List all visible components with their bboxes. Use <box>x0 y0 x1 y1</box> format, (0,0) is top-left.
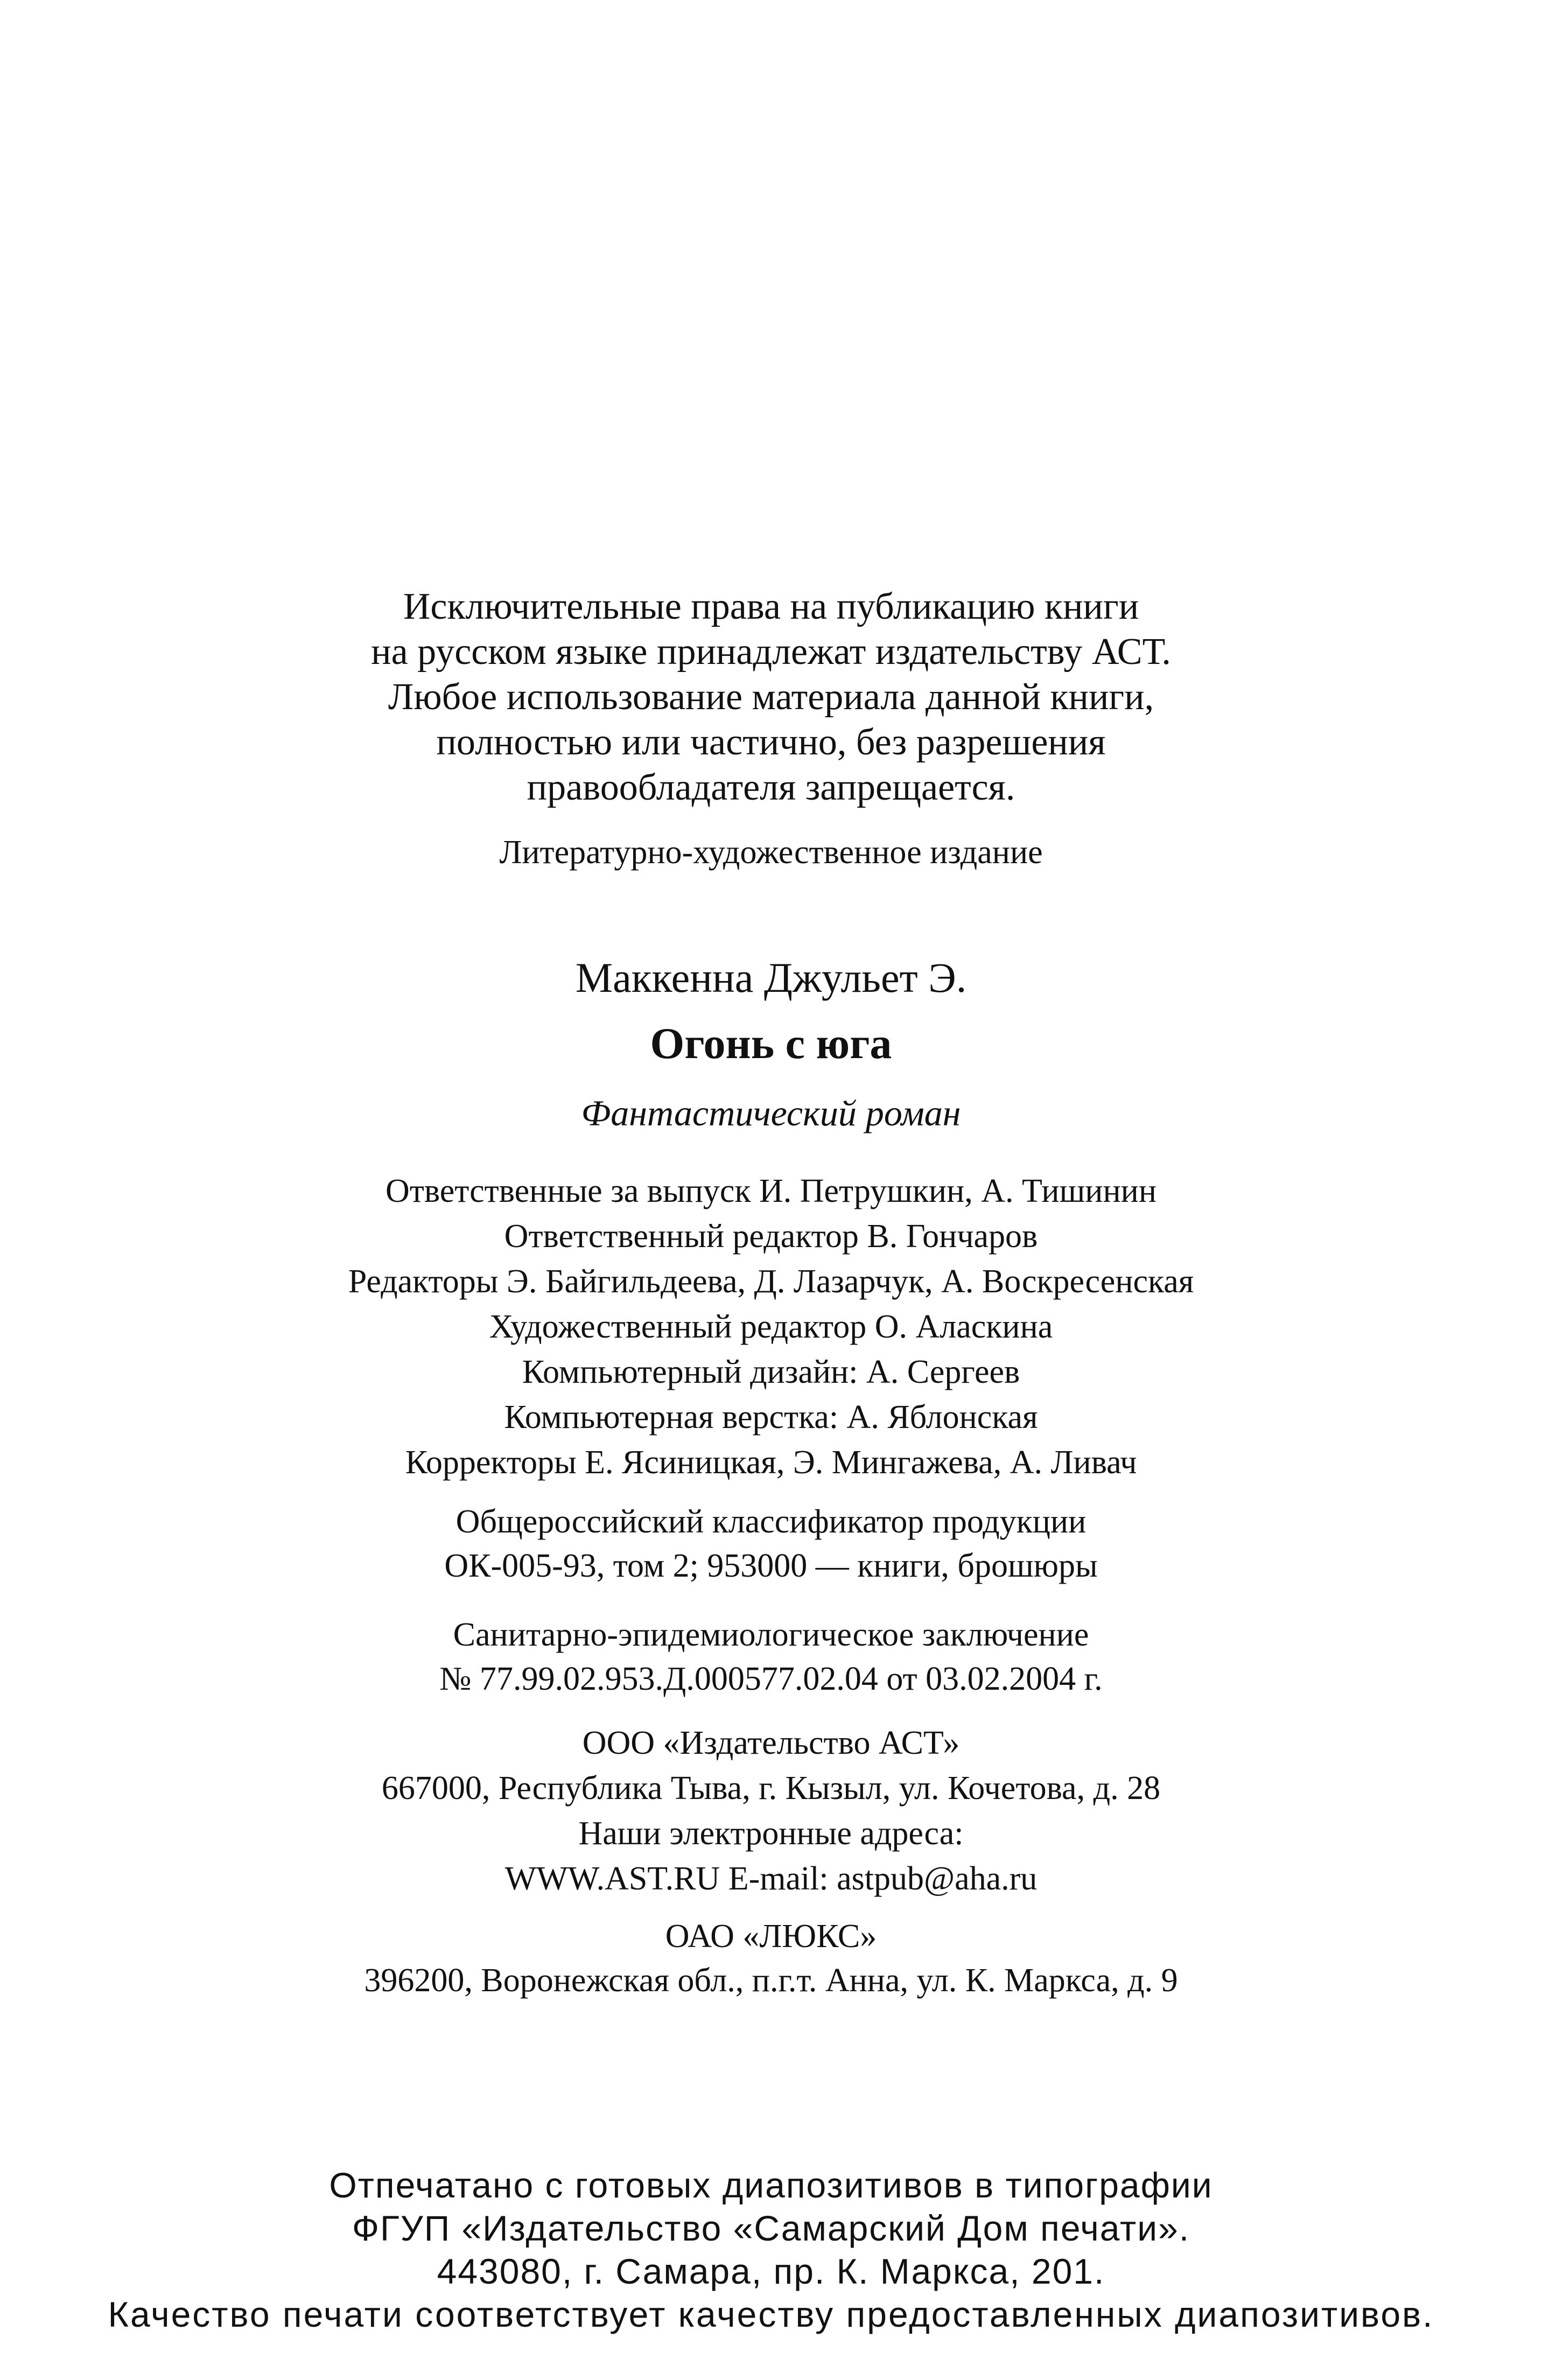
printing-note-line: Качество печати соответствует качеству предоставленных диапозитивов. <box>108 2294 1434 2334</box>
credits-line: Компьютерная верстка: А. Яблонская <box>504 1399 1038 1436</box>
book-author <box>0 952 1542 1004</box>
printing-note <box>0 2164 1542 2336</box>
credits-line: Корректоры Е. Ясиницкая, Э. Мингажева, А. Ливач <box>405 1444 1137 1481</box>
rights-notice-line: Исключительные права на публикацию книги <box>403 586 1139 627</box>
credits-line: Ответственные за выпуск И. Петрушкин, А. Тишинин <box>385 1173 1157 1209</box>
printing-note-line: Отпечатано с готовых диапозитивов в типографии <box>329 2165 1213 2205</box>
product-classifier <box>0 1500 1542 1588</box>
book-author-text: Маккенна Джульет Э. <box>575 954 967 1001</box>
sanitary-line: № 77.99.02.953.Д.000577.02.04 от 03.02.2004 г. <box>439 1661 1103 1697</box>
book-title <box>0 1017 1542 1070</box>
sanitary-line: Санитарно-эпидемиологическое заключение <box>453 1616 1089 1653</box>
credits-line: Ответственный редактор В. Гончаров <box>504 1218 1038 1255</box>
book-title-text: Огонь с юга <box>650 1019 892 1068</box>
book-subtitle-text: Фантастический роман <box>581 1093 961 1133</box>
rights-notice-line: Любое использование материала данной книги, <box>388 676 1154 718</box>
printer-line: ОАО «ЛЮКС» <box>665 1918 877 1955</box>
genre-label <box>0 832 1542 873</box>
book-subtitle <box>0 1090 1542 1136</box>
rights-notice <box>0 584 1542 810</box>
publisher-line: Наши электронные адреса: <box>578 1815 964 1852</box>
credits-line: Компьютерный дизайн: А. Сергеев <box>522 1354 1020 1390</box>
classifier-line: Общероссийский классификатор продукции <box>455 1503 1087 1540</box>
printer-info <box>0 1914 1542 2003</box>
credits-line: Художественный редактор О. Аласкина <box>489 1308 1053 1345</box>
rights-notice-line: полностью или частично, без разрешения <box>436 722 1106 763</box>
printing-note-line: ФГУП «Издательство «Самарский Дом печати». <box>352 2208 1190 2248</box>
credits-list <box>0 1168 1542 1485</box>
printer-line: 396200, Воронежская обл., п.г.т. Анна, ул. К. Маркса, д. 9 <box>364 1962 1178 1999</box>
printing-note-line: 443080, г. Самара, пр. К. Маркса, 201. <box>437 2251 1105 2291</box>
rights-notice-line: на русском языке принадлежат издательству АСТ. <box>371 631 1171 673</box>
sanitary-conclusion <box>0 1613 1542 1701</box>
publisher-line: ООО «Издательство АСТ» <box>582 1725 960 1761</box>
publisher-info <box>0 1720 1542 1901</box>
rights-notice-line: правообладателя запрещается. <box>527 767 1015 808</box>
publisher-contacts: WWW.AST.RU E-mail: astpub@aha.ru <box>504 1860 1038 1897</box>
publisher-line: 667000, Республика Тыва, г. Кызыл, ул. Кочетова, д. 28 <box>381 1770 1161 1807</box>
credits-line: Редакторы Э. Байгильдеева, Д. Лазарчук, А. Воскресенская <box>348 1263 1194 1300</box>
classifier-line: ОК-005-93, том 2; 953000 — книги, брошюры <box>444 1548 1098 1584</box>
genre-label-text: Литературно-художественное издание <box>499 834 1043 871</box>
